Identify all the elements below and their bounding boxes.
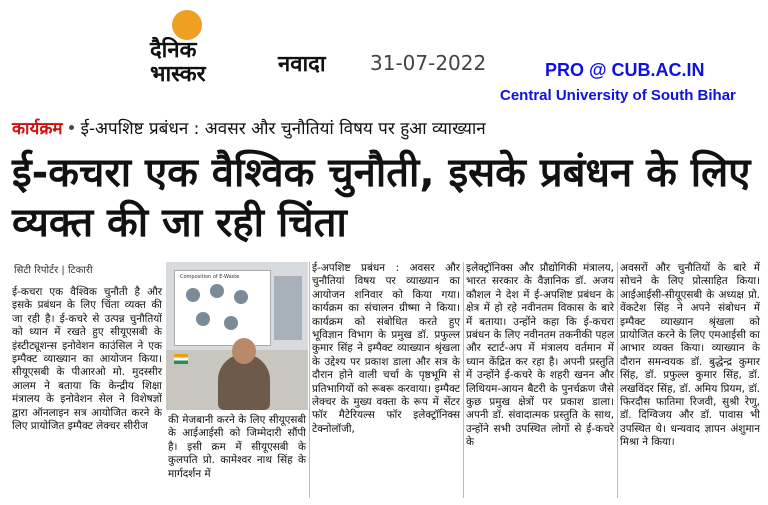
slide-graphic: [196, 312, 210, 326]
logo-line-1: दैनिक: [150, 38, 197, 63]
slide-graphic: [186, 288, 200, 302]
edition-city: नवादा: [278, 52, 326, 77]
column-3: ई-अपशिष्ट प्रबंधन : अवसर और चुनौतियां विषय पर व्याख्यान का आयोजन शनिवार को किया गया। कार्यक्रम का संचालन ग्रीष्मा ने किया। कार्यक्रम को संबोधित करते हुए भूविज्ञान विभाग के प्रमुख डॉ. प्रफुल्ल कुमार सिंह ने इम्पैक्ट व्याख्यान श्रृंखला के उद्देश्य पर प्रकाश डाला और सत्र के दौरान होने वाली चर्चा के पृष्ठभूमि से प्रतिभागियों को रूबरू करवाया। इम्पैक्ट लेक्चर के मुख्य वक्ता के रूप में सेंटर फॉर मैटेरियल्स फॉर इलेक्ट्रॉनिक्स टेक्नोलॉजी,: [312, 262, 460, 435]
headline: ई-कचरा एक वैश्विक चुनौती, इसके प्रबंधन के लिए व्यक्त की जा रही चिंता: [12, 150, 751, 246]
newspaper-logo: [150, 10, 228, 98]
flag-icon: [174, 354, 188, 364]
logo-line-2: भास्कर: [150, 62, 206, 87]
kicker: [12, 116, 486, 139]
column-5: अवसरों और चुनौतियों के बारे में सोचने के लिए प्रोत्साहित किया। आईआईसी-सीयूएसबी के अध्यक्ष प्रो. वेंकटेश सिंह ने अपने संबोधन में इम्पैक्ट व्याख्यान श्रृंखला को प्रायोजित करने के लिए एमआईसी का आभार व्यक्त किया। व्याख्यान के दौरान समन्वयक डॉ. बुद्धेन्द्र कुमार सिंह, डॉ. प्रफुल्ल कुमार सिंह, डॉ. लखविंदर सिंह, डॉ. अमिय प्रियम, डॉ. फिरदौस फातिमा रिजवी, सुश्री रेणु, डॉ. दिग्विजय और डॉ. पावास भी उपस्थित थे। धन्यवाद ज्ञापन अंशुमान मिश्रा ने किया।: [620, 262, 760, 449]
slide-graphic: [224, 316, 238, 330]
slide-graphic: [210, 284, 224, 298]
slide-graphic: [234, 290, 248, 304]
column-2: की मेजबानी करने के लिए सीयूएसबी के आईआईसी को जिम्मेदारी सौंपी है। इसी क्रम में सीयूएसबी के कुलपति प्रो. कामेश्वर नाथ सिंह के मार्गदर्शन में: [168, 414, 306, 480]
kicker-label: कार्यक्रम: [12, 119, 63, 139]
edition-date: 31-07-2022: [370, 51, 487, 75]
sun-icon: [172, 10, 202, 40]
presentation-slide: [174, 270, 271, 346]
bullet-icon: •: [66, 119, 77, 139]
university-credit: Central University of South Bihar: [500, 87, 736, 104]
column-divider: [463, 262, 464, 498]
byline: सिटी रिपोर्टर | टिकारी: [14, 265, 93, 276]
video-panel: [274, 276, 302, 340]
column-1: ई-कचरा एक वैश्विक चुनौती है और इसके प्रबंधन के लिए चिंता व्यक्त की जा रही है। ई-कचरे से उत्पन्न चुनौतियों को ध्यान में रखते हुए सीयूएसबी के इंस्टीट्यूशन्स इनोवेशन काउंसिल ने एक इम्पैक्ट व्याख्यान का आयोजन किया। सीयूएसबी के पीआरओ मो. मुदस्सीर आलम ने बताया कि केन्द्रीय शिक्षा मंत्रालय के इनोवेशन सेल ने विशेषज्ञों द्वारा ऑनलाइन सत्र आयोजित करने के लिए प्रायोजित इम्पैक्ट लेक्चर सीरीज: [12, 286, 162, 433]
kicker-text: ई-अपशिष्ट प्रबंधन : अवसर और चुनौतियां विषय पर हुआ व्याख्यान: [80, 119, 486, 139]
article-photo: [166, 262, 308, 410]
speaker-head: [232, 338, 256, 364]
pro-credit: PRO @ CUB.AC.IN: [545, 60, 705, 80]
slide-title: Composition of E-Waste: [180, 274, 240, 280]
column-divider: [617, 262, 618, 498]
column-divider: [309, 262, 310, 498]
column-4: इलेक्ट्रॉनिक्स और प्रौद्योगिकी मंत्रालय, भारत सरकार के वैज्ञानिक डॉ. अजय कौशल ने देश में ई-अपशिष्ट प्रबंधन के क्षेत्र में हो रहे नवीनतम विकास के बारे में बताया। उन्होंने कहा कि ई-कचरा प्रबंधन के लिए नवीनतम तकनीकी पहल और स्टार्ट-अप में मंत्रालय वर्तमान में ध्यान केंद्रित कर रहा है। अपनी प्रस्तुति में उन्होंने ई-कचरे के शहरी खनन और लिथियम-आयन बैटरी के पुनर्चक्रण जैसे कुछ प्रमुख क्षेत्रों पर प्रकाश डाला। अपनी डॉ. संवादात्मक प्रस्तुति के साथ, उन्होंने सभी उपस्थित लोगों से ई-कचरे के: [466, 262, 614, 449]
